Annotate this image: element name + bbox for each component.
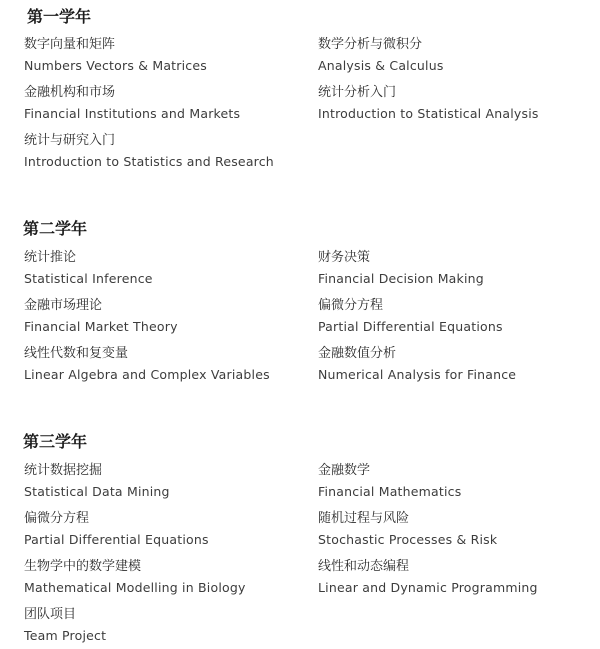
course-name-zh: 偏微分方程 xyxy=(318,298,384,313)
course-name-zh: 线性和动态编程 xyxy=(318,559,410,574)
course-year1-2 xyxy=(318,37,598,73)
course-name-en: Financial Institutions and Markets xyxy=(24,106,241,121)
course-name-zh: 金融数学 xyxy=(318,463,371,478)
course-name-zh: 统计分析入门 xyxy=(318,85,397,100)
course-year3-1 xyxy=(24,463,304,499)
course-year3-7 xyxy=(24,607,304,643)
course-name-en: Linear and Dynamic Programming xyxy=(318,580,538,595)
course-year3-2 xyxy=(318,463,598,499)
course-name-zh: 随机过程与风险 xyxy=(318,511,410,526)
course-name-zh: 线性代数和复变量 xyxy=(24,346,129,361)
course-name-en: Introduction to Statistics and Research xyxy=(24,154,274,169)
course-year2-6 xyxy=(318,346,598,382)
course-name-en: Statistical Inference xyxy=(24,271,153,286)
course-year3-4 xyxy=(318,511,598,547)
course-name-zh: 统计数据挖掘 xyxy=(24,463,103,478)
course-name-en: Numbers Vectors & Matrices xyxy=(24,58,207,73)
course-name-en: Financial Decision Making xyxy=(318,271,484,286)
course-name-en: Financial Market Theory xyxy=(24,319,178,334)
course-year2-5 xyxy=(24,346,304,382)
course-name-en: Financial Mathematics xyxy=(318,484,462,499)
course-year1-5 xyxy=(24,133,304,169)
course-name-en: Statistical Data Mining xyxy=(24,484,170,499)
course-name-zh: 数学分析与微积分 xyxy=(318,37,423,52)
year-1-title: 第一学年 xyxy=(27,7,92,26)
course-name-zh: 偏微分方程 xyxy=(24,511,90,526)
course-year1-1 xyxy=(24,37,304,73)
course-year3-6 xyxy=(318,559,598,595)
course-name-zh: 财务决策 xyxy=(318,250,371,265)
course-name-en: Partial Differential Equations xyxy=(24,532,209,547)
course-name-zh: 统计推论 xyxy=(24,250,77,265)
course-name-zh: 数字向量和矩阵 xyxy=(24,37,116,52)
course-name-en: Introduction to Statistical Analysis xyxy=(318,106,539,121)
course-year2-3 xyxy=(24,298,304,334)
course-year1-3 xyxy=(24,85,304,121)
course-name-zh: 团队项目 xyxy=(24,607,77,622)
course-name-en: Stochastic Processes & Risk xyxy=(318,532,498,547)
year-2-title: 第二学年 xyxy=(23,219,88,238)
course-year3-3 xyxy=(24,511,304,547)
course-name-en: Team Project xyxy=(24,628,107,643)
course-name-zh: 金融市场理论 xyxy=(24,298,103,313)
course-year2-4 xyxy=(318,298,598,334)
course-name-en: Mathematical Modelling in Biology xyxy=(24,580,246,595)
course-year1-4 xyxy=(318,85,598,121)
course-name-zh: 金融机构和市场 xyxy=(24,85,116,100)
course-year2-2 xyxy=(318,250,598,286)
course-name-zh: 统计与研究入门 xyxy=(24,133,116,148)
course-year2-1 xyxy=(24,250,304,286)
course-name-zh: 金融数值分析 xyxy=(318,346,397,361)
course-year3-5 xyxy=(24,559,304,595)
course-name-en: Linear Algebra and Complex Variables xyxy=(24,367,270,382)
course-name-en: Analysis & Calculus xyxy=(318,58,444,73)
year-3-title: 第三学年 xyxy=(23,432,88,451)
course-name-en: Partial Differential Equations xyxy=(318,319,503,334)
course-name-zh: 生物学中的数学建模 xyxy=(24,559,142,574)
course-name-en: Numerical Analysis for Finance xyxy=(318,367,517,382)
